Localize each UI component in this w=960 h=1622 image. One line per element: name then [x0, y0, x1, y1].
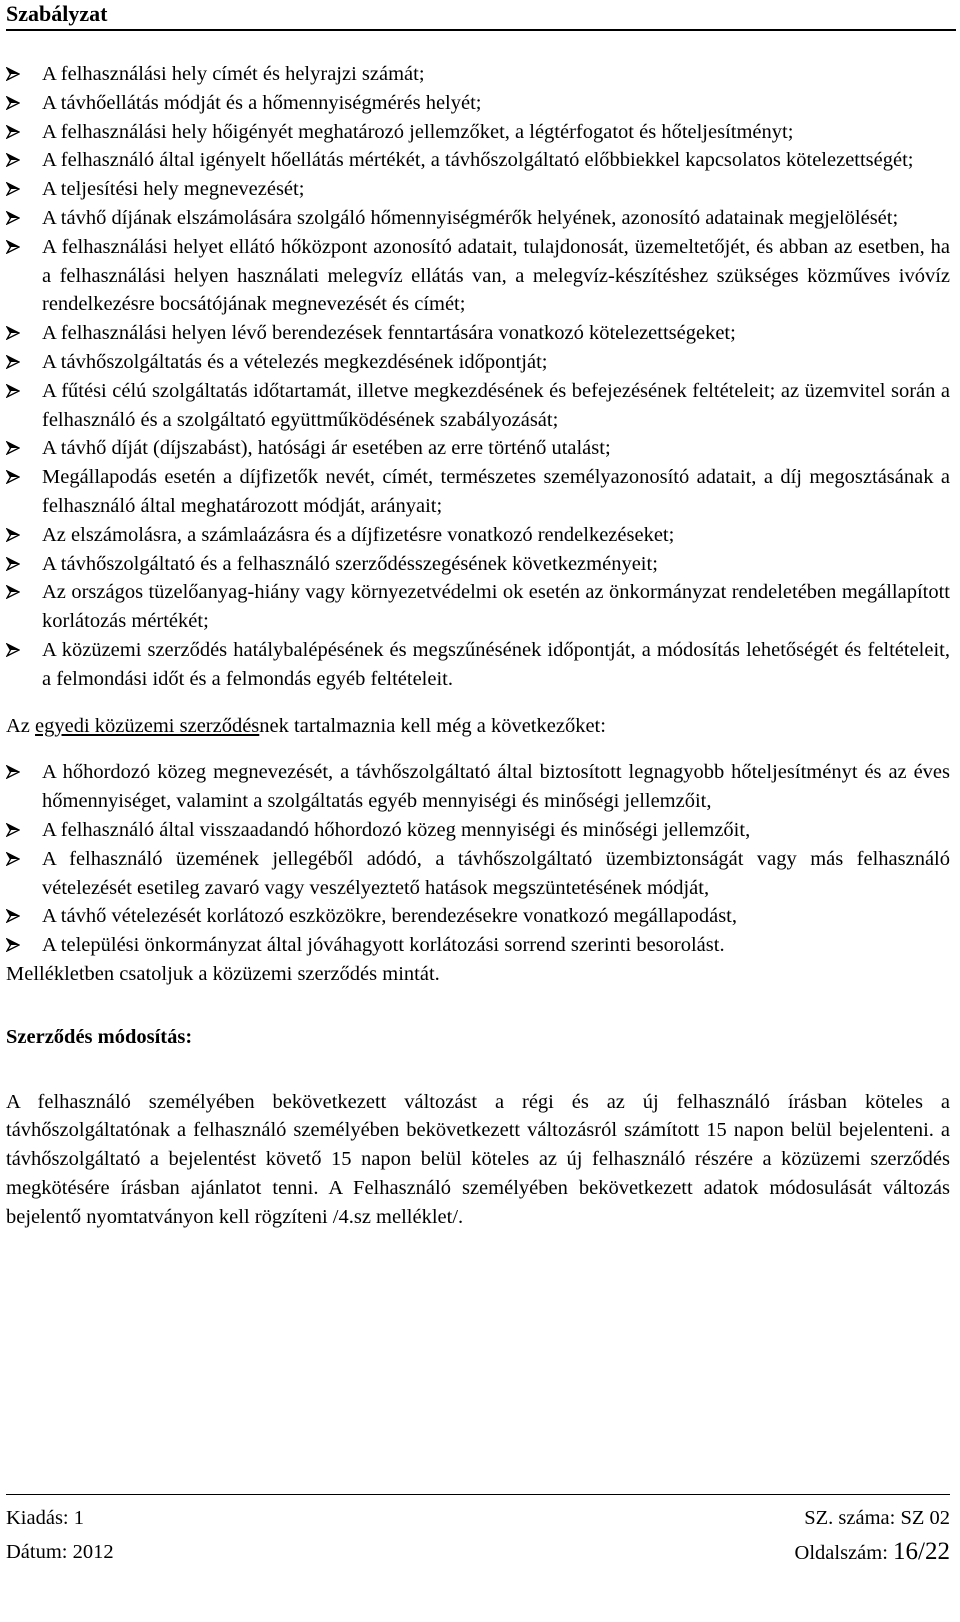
arrowhead-bullet-icon [6, 211, 20, 225]
doc-number: SZ. száma: SZ 02 [804, 1507, 950, 1529]
document-body [6, 60, 950, 1231]
date-label: Dátum: 2012 [6, 1541, 114, 1563]
attachment-note: Mellékletben csatoljuk a közüzemi szerződés mintát. [6, 962, 440, 985]
list-item [6, 60, 950, 89]
list-item [6, 578, 950, 636]
intro-underlined-term: egyedi közüzemi szerződés [35, 714, 260, 737]
additional-requirements-list [6, 758, 950, 960]
page-title: Szabályzat [6, 1, 108, 26]
arrowhead-bullet-icon [6, 326, 20, 340]
list-item-text: A közüzemi szerződés hatálybalépésének és megszűnésének időpontját, a módosítás lehetőségét és feltételeit, a felmondási időt és a felmondás egyéb feltételeit. [42, 638, 950, 690]
list-item [6, 816, 950, 845]
list-item [6, 845, 950, 903]
footer-row-2 [6, 1535, 950, 1570]
list-item-text: A teljesítési hely megnevezését; [42, 178, 305, 201]
arrowhead-bullet-icon [6, 153, 20, 167]
arrowhead-bullet-icon [6, 585, 20, 599]
list-item-text: A felhasználó által visszaadandó hőhordozó közeg mennyiségi és minőségi jellemzőit, [42, 818, 751, 841]
issue-label: Kiadás: 1 [6, 1507, 84, 1529]
list-item [6, 550, 950, 579]
arrowhead-bullet-icon [6, 765, 20, 779]
list-item-text: A felhasználási helyet ellátó hőközpont azonosító adatait, tulajdonosát, üzemeltetőjét, és abban az esetben, ha a felhasználási helyen használati melegvíz ellátás van, a melegvíz-készítéshez szükséges közműves ivóvíz rendelkezésre bocsátójának megnevezését és címét; [42, 235, 950, 316]
page-footer [6, 1494, 950, 1570]
list-item-text: A távhőszolgáltatás és a vételezés megkezdésének időpontját; [42, 350, 548, 373]
arrowhead-bullet-icon [6, 643, 20, 657]
list-item [6, 204, 950, 233]
section-paragraph: A felhasználó személyében bekövetkezett változást a régi és az új felhasználó írásban köteles a távhőszolgáltatónak a felhasználó személyében bekövetkezett változásról számított 15 napon belül bejelenteni. a távhőszolgáltató a bejelentést követő 15 napon belül köteles az új felhasználó részére a közüzemi szerződés megkötésére írásban ajánlatot tenni. A Felhasználó személyében bekövetkezett adatok módosulását változás bejelentő nyomtatványon kell rögzíteni /4.sz melléklet/. [6, 1090, 950, 1228]
list-item [6, 89, 950, 118]
list-item [6, 463, 950, 521]
list-item-text: A fűtési célú szolgáltatás időtartamát, illetve megkezdésének és befejezésének feltételeit; az üzemvitel során a felhasználó és a szolgáltató együttműködésének szabályozását; [42, 379, 950, 431]
arrowhead-bullet-icon [6, 384, 20, 398]
arrowhead-bullet-icon [6, 125, 20, 139]
arrowhead-bullet-icon [6, 528, 20, 542]
footer-row-1 [6, 1501, 950, 1535]
arrowhead-bullet-icon [6, 441, 20, 455]
list-item-text: Az országos tüzelőanyag-hiány vagy környezetvédelmi ok esetén az önkormányzat rendeletében megállapított korlátozás mértékét; [42, 581, 950, 633]
page-number: 16/22 [893, 1538, 950, 1565]
intro-text-before: Az [6, 714, 36, 737]
arrowhead-bullet-icon [6, 96, 20, 110]
list-item [6, 902, 950, 931]
list-item [6, 636, 950, 694]
page-indicator [795, 1535, 950, 1570]
list-item-text: A távhőszolgáltató és a felhasználó szerződésszegésének következményeit; [42, 552, 658, 575]
list-item-text: A távhőellátás módját és a hőmennyiségmérés helyét; [42, 91, 482, 114]
list-item-text: Az elszámolásra, a számlaázásra és a díjfizetésre vonatkozó rendelkezéseket; [42, 523, 675, 546]
arrowhead-bullet-icon [6, 355, 20, 369]
list-item-text: A felhasználó üzemének jellegéből adódó, a távhőszolgáltató üzembiztonságát vagy más felhasználó vételezését esetileg zavaró vagy veszélyeztető hatások megszüntetésének módját, [42, 847, 950, 899]
arrowhead-bullet-icon [6, 909, 20, 923]
list-item-text: A távhő díját (díjszabást), hatósági ár esetében az erre történő utalást; [42, 437, 611, 460]
arrowhead-bullet-icon [6, 67, 20, 81]
list-item-text: A felhasználási hely hőigényét meghatározó jellemzőket, a légtérfogatot és hőteljesítményt; [42, 120, 794, 143]
list-item-text: A felhasználási hely címét és helyrajzi számát; [42, 63, 425, 85]
list-item-text: A települési önkormányzat által jóváhagyott korlátozási sorrend szerinti besorolást. [42, 934, 725, 957]
page-label: Oldalszám: [794, 1542, 894, 1564]
intro-paragraph [6, 712, 950, 741]
list-item-text: Megállapodás esetén a díjfizetők nevét, címét, természetes személyazonosító adatait, a díj megosztásának a felhasználó által meghatározott módját, arányait; [42, 466, 950, 517]
list-item-text: A távhő díjának elszámolására szolgáló hőmennyiségmérők helyének, azonosító adatainak megjelölését; [42, 206, 899, 229]
requirements-list [6, 60, 950, 694]
arrowhead-bullet-icon [6, 823, 20, 837]
list-item-text: A felhasználási helyen lévő berendezések fenntartására vonatkozó kötelezettségeket; [42, 322, 736, 345]
list-item [6, 233, 950, 319]
list-item [6, 319, 950, 348]
list-item-text: A hőhordozó közeg megnevezését, a távhőszolgáltató által biztosított legnagyobb hőteljesítményt és az éves hőmennyiséget, valamint a szolgáltatás egyéb mennyiségi és minőségi jellemzőit, [42, 761, 950, 813]
arrowhead-bullet-icon [6, 557, 20, 571]
list-item [6, 758, 950, 816]
list-item [6, 146, 950, 175]
list-item [6, 348, 950, 377]
list-item [6, 377, 950, 435]
list-item [6, 434, 950, 463]
list-item-text: A felhasználó által igényelt hőellátás mértékét, a távhőszolgáltató előbbiekkel kapcsolatos kötelezettségét; [42, 149, 914, 172]
intro-text-after: nek tartalmaznia kell még a következőket: [259, 714, 606, 737]
arrowhead-bullet-icon [6, 240, 20, 254]
list-item [6, 175, 950, 204]
arrowhead-bullet-icon [6, 852, 20, 866]
list-item [6, 118, 950, 147]
arrowhead-bullet-icon [6, 470, 20, 484]
list-item [6, 521, 950, 550]
section-title: Szerződés módosítás: [6, 1025, 193, 1048]
arrowhead-bullet-icon [6, 182, 20, 196]
list-item [6, 931, 950, 960]
list-item-text: A távhő vételezését korlátozó eszközökre, berendezésekre vonatkozó megállapodást, [42, 905, 737, 928]
page-header [6, 0, 956, 31]
arrowhead-bullet-icon [6, 938, 20, 952]
